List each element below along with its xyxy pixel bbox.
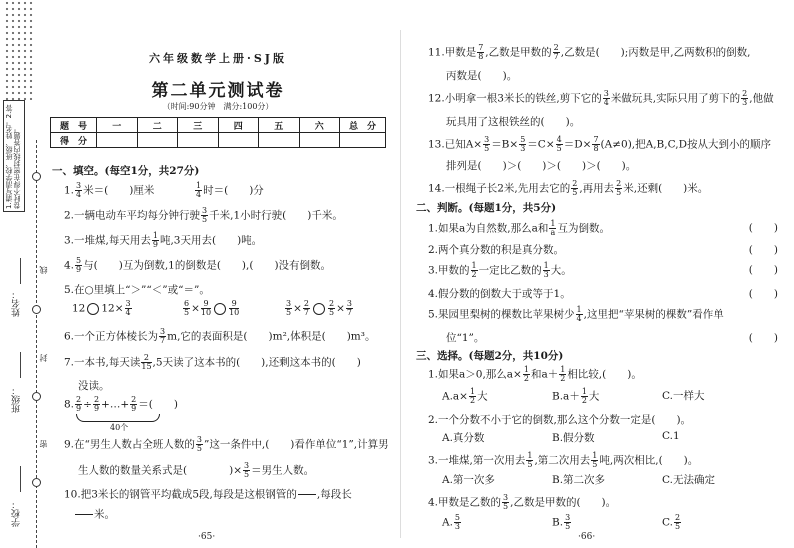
fraction: $\frac{1}{5}$ (527, 451, 533, 469)
fraction: $\frac{1}{a}$ (550, 219, 556, 237)
option-b[interactable] (552, 388, 599, 405)
option-b[interactable] (552, 514, 572, 531)
question-11 (428, 44, 750, 61)
section-heading-judge: 二、判断。(每题1分，共5分) (416, 202, 557, 214)
choice-question: 2.一个分数不小于它的倒数,那么这个分数一定是( )。 (428, 414, 692, 426)
q10-text: 10.把3米长的钢管平均截成5段,每段是这根钢管的 (64, 488, 297, 501)
q5-expr-1 (72, 300, 133, 317)
judge-item-line2 (446, 330, 784, 345)
judge-item (428, 262, 784, 279)
fraction: $\frac{3}{5}$ (484, 135, 490, 153)
judge-text: 2.两个真分数的积是真分数。 (428, 244, 565, 256)
q8-number: 8. (64, 398, 75, 411)
fraction: $\frac{3}{7}$ (160, 327, 166, 345)
q8-op: ÷ (83, 398, 92, 411)
fraction: $\frac{9}{10}$ (200, 299, 212, 317)
q4-number: 4. (64, 259, 75, 272)
q9-text: 9.在“男生人数占全班人数的 (64, 438, 195, 451)
judge-text: ,这里把“苹果树的棵数”看作单 (583, 308, 724, 321)
blank-fraction[interactable] (75, 506, 93, 523)
blank-fraction[interactable] (298, 486, 316, 503)
judge-item (428, 286, 784, 301)
q12-text: 12.小明拿一根3米长的铁丝,剪下它的 (428, 92, 602, 105)
option-text: B. (552, 516, 564, 529)
class-label: 班级： (12, 386, 22, 413)
compare-circle[interactable] (313, 303, 325, 315)
page-66 (412, 0, 790, 548)
fraction: $\frac{1}{9}$ (152, 231, 158, 249)
choice-question (428, 494, 616, 511)
question-1a (64, 182, 154, 199)
score-cell[interactable] (137, 133, 178, 148)
q13-term: ＝D× (563, 138, 592, 151)
fraction: $\frac{3}{4}$ (603, 89, 609, 107)
q2-text: 2.一辆电动车平均每分钟行驶 (64, 209, 201, 222)
fraction: $\frac{9}{10}$ (229, 299, 240, 317)
score-table-score-row (51, 133, 386, 148)
judge-text: 大。 (550, 264, 572, 277)
fraction: $\frac{1}{2}$ (560, 365, 566, 383)
fraction: $\frac{3}{5}$ (286, 299, 292, 317)
q9-line2 (78, 462, 314, 479)
fraction: $\frac{1}{2}$ (471, 261, 477, 279)
score-cell[interactable] (299, 133, 340, 148)
question-8 (64, 396, 178, 413)
q10-text-2: 米。 (94, 508, 115, 521)
score-cell[interactable] (259, 133, 300, 148)
option-text: 大 (477, 390, 488, 403)
judge-text: 互为倒数。 (557, 222, 610, 235)
dot-pattern (4, 0, 34, 100)
seal-circle (32, 172, 41, 181)
judge-answer-blank[interactable]: ( ) (748, 332, 778, 344)
question-10 (64, 486, 352, 503)
page-number: ·66· (578, 532, 596, 542)
q5-expr-2 (182, 300, 240, 317)
fraction: $\frac{5}{3}$ (520, 135, 526, 153)
q10-text-b: ,每段长 (316, 488, 352, 501)
fraction: $\frac{3}{5}$ (244, 461, 250, 479)
q13-text: 13.已知A× (428, 138, 483, 151)
q9-text-b: ”这一条件中,( )看作单位“1”,计算男 (203, 438, 389, 451)
judge-item (428, 306, 784, 323)
option-c[interactable]: C.无法确定 (662, 474, 715, 486)
judge-text: 4.假分数的倒数大于或等于1。 (428, 288, 571, 300)
fraction: $\frac{1}{3}$ (543, 261, 549, 279)
q11-line2: 丙数是( )。 (446, 70, 518, 82)
q13-term: (A≠0),把A,B,C,D按从大到小的顺序 (600, 138, 772, 151)
choice-stem: 4.甲数是乙数的 (428, 496, 502, 509)
q1-b-text: 时＝( )分 (203, 184, 264, 197)
fraction: $\frac{7}{8}$ (478, 43, 484, 61)
judge-text: 5.果园里梨树的棵数比苹果树少 (428, 308, 575, 321)
fraction: $\frac{2}{7}$ (553, 43, 559, 61)
fraction: $\frac{2}{9}$ (131, 395, 137, 413)
choice-stem: 和a＋ (530, 368, 559, 381)
judge-text: 3.甲数的 (428, 264, 470, 277)
fraction: $\frac{2}{5}$ (329, 299, 335, 317)
score-header-cell: 三 (178, 118, 219, 133)
underbrace (76, 414, 160, 422)
q14-text: 14.一根绳子长2米,先用去它的 (428, 182, 571, 195)
q14-text-post: 米,还剩( )米。 (623, 182, 709, 195)
fraction: $\frac{2}{5}$ (616, 179, 622, 197)
q2-text-post: 千米,1小时行驶( )千米。 (209, 209, 343, 222)
q6-text-post: m,它的表面积是( )m²,体积是( )m³。 (167, 330, 376, 343)
name-label: 姓名： (12, 290, 22, 317)
judge-answer-blank[interactable]: ( ) (748, 264, 778, 276)
choice-stem: 1.如果a＞0,那么a× (428, 368, 522, 381)
q6-text: 6.一个正方体棱长为 (64, 330, 159, 343)
fraction: $\frac{2}{15}$ (141, 353, 152, 371)
school-field[interactable] (20, 466, 21, 492)
score-header-cell: 总 分 (340, 118, 386, 133)
judge-item (428, 242, 784, 257)
question-9 (64, 436, 389, 453)
time-score-info: （时间:90分钟 满分:100分） (162, 102, 274, 111)
option-text: 大 (588, 390, 600, 403)
series-header: 六年级数学上册·SJ版 (149, 52, 287, 65)
option-b[interactable]: B.假分数 (552, 432, 595, 444)
option-text: B.a＋ (552, 390, 580, 403)
option-a[interactable] (442, 388, 488, 405)
fraction: $\frac{5}{9}$ (76, 256, 82, 274)
fraction: $\frac{3}{7}$ (346, 299, 352, 317)
fraction: $\frac{1}{4}$ (576, 305, 582, 323)
seal-char: 封 (39, 354, 48, 362)
fraction: $\frac{2}{7}$ (303, 299, 309, 317)
fraction: $\frac{1}{2}$ (581, 387, 587, 405)
fraction: $\frac{2}{9}$ (93, 395, 100, 413)
score-header-cell: 六 (299, 118, 340, 133)
option-c[interactable]: C.一样大 (662, 390, 705, 402)
fraction: $\frac{1}{2}$ (469, 387, 476, 405)
seal-char: 密 (39, 440, 48, 448)
question-5: 5.在○里填上“＞”“＜”或“＝”。 (64, 284, 210, 296)
question-7 (64, 354, 361, 371)
fraction: $\frac{3}{5}$ (565, 513, 571, 531)
fraction: $\frac{1}{5}$ (592, 451, 598, 469)
score-cell[interactable] (218, 133, 259, 148)
question-2 (64, 207, 343, 224)
question-13 (428, 136, 771, 153)
question-1b (194, 182, 264, 199)
fraction: $\frac{7}{8}$ (593, 135, 599, 153)
fraction: $\frac{2}{5}$ (572, 179, 578, 197)
q3-text: 3.一堆煤,每天用去 (64, 234, 151, 247)
option-a[interactable]: A.第一次多 (442, 474, 495, 486)
fraction: $\frac{3}{5}$ (503, 493, 509, 511)
choice-stem: ,乙数是甲数的( )。 (510, 496, 617, 509)
judge-answer-blank[interactable]: ( ) (748, 244, 778, 256)
q3-text-post: 吨,3天用去( )吨。 (159, 234, 263, 247)
score-header-cell: 题 号 (51, 118, 97, 133)
option-c[interactable] (662, 514, 682, 531)
q4-text: 与( )互为倒数,1的倒数是( ),( )没有倒数。 (83, 259, 332, 272)
q7-text: 7.一本书,每天读 (64, 356, 141, 369)
q5-term: × (336, 302, 345, 315)
q12-text-post: ,他做 (749, 92, 774, 105)
option-a[interactable]: A.真分数 (442, 432, 485, 444)
q5-term: 12× (101, 302, 124, 315)
binding-notice: 1.请写清学校、班级、姓名。2.答卷时不得在密封线内答题。 (3, 100, 25, 212)
option-a[interactable] (442, 514, 462, 531)
q11-text-post: ,乙数是( );丙数是甲,乙两数积的倒数, (560, 46, 751, 59)
judge-text: 1.如果a为自然数,那么a和 (428, 222, 549, 235)
fraction: $\frac{3}{4}$ (76, 181, 82, 199)
fraction: $\frac{2}{5}$ (675, 513, 681, 531)
q13-line2: 排列是( )＞( )＞( )＞( )。 (446, 160, 637, 172)
q11-text-mid: ,乙数是甲数的 (485, 46, 552, 59)
option-b[interactable]: B.第二次多 (552, 474, 606, 486)
q8-count-label: 40个 (110, 423, 129, 432)
q5-expr-3 (284, 300, 354, 317)
binding-strip (0, 0, 46, 548)
choice-stem: 吨,两次相比,( )。 (599, 454, 699, 467)
page-divider (400, 30, 401, 538)
name-field[interactable] (20, 258, 21, 284)
q1-a-text: 米＝( )厘米 (83, 184, 155, 197)
question-4 (64, 257, 331, 274)
score-header-cell: 一 (97, 118, 138, 133)
choice-stem: ,第二次用去 (534, 454, 591, 467)
question-3 (64, 232, 262, 249)
question-14 (428, 180, 708, 197)
q7-text-post: ,5天读了这本书的( ),还剩这本书的( ) (152, 356, 361, 369)
page-title: 第二单元测试卷 (151, 81, 285, 101)
score-table (50, 117, 386, 148)
question-12 (428, 90, 774, 107)
fraction: $\frac{4}{5}$ (556, 135, 562, 153)
q5-term: 12 (72, 302, 86, 315)
q8-op: +…+ (101, 398, 130, 411)
q14-text-mid: ,再用去 (579, 182, 615, 195)
option-c[interactable]: C.1 (662, 430, 680, 442)
q9-text-2b: ＝男生人数。 (251, 464, 315, 477)
fraction: $\frac{5}{3}$ (454, 513, 461, 531)
choice-stem: 3.一堆煤,第一次用去 (428, 454, 526, 467)
q5-term: × (191, 302, 200, 315)
fraction: $\frac{3}{5}$ (202, 206, 208, 224)
judge-text: 一定比乙数的 (478, 264, 542, 277)
q5-term: × (293, 302, 302, 315)
compare-circle[interactable] (214, 303, 226, 315)
score-cell[interactable] (97, 133, 138, 148)
class-field[interactable] (20, 352, 21, 378)
q7-line2: 没读。 (78, 380, 110, 392)
seal-char: 线 (39, 266, 48, 274)
score-header-cell: 五 (259, 118, 300, 133)
fraction: $\frac{6}{5}$ (184, 299, 190, 317)
score-header-cell: 四 (218, 118, 259, 133)
page-65 (48, 0, 388, 548)
q10-line2 (74, 506, 115, 523)
school-label: 学校： (12, 500, 22, 527)
seal-circle (32, 478, 41, 487)
q13-term: ＝B× (491, 138, 519, 151)
section-heading-fill: 一、填空。(每空1分，共27分) (52, 165, 200, 177)
judge-answer-blank[interactable]: ( ) (748, 222, 778, 234)
score-cell[interactable] (178, 133, 219, 148)
judge-item (428, 220, 784, 237)
page-number: ·65· (198, 532, 216, 542)
option-text: A.a× (442, 390, 468, 403)
q13-term: ＝C× (527, 138, 555, 151)
fraction: $\frac{3}{5}$ (196, 435, 202, 453)
fraction: $\frac{3}{4}$ (125, 299, 131, 317)
judge-text: 位“1”。 (446, 332, 485, 344)
q12-text-mid: 米做玩具,实际只用了剪下的 (610, 92, 741, 105)
fraction: $\frac{1}{2}$ (523, 365, 529, 383)
q8-text: ＝( ) (138, 398, 178, 411)
score-header-cell: 二 (137, 118, 178, 133)
fraction: $\frac{2}{3}$ (742, 89, 748, 107)
choice-question (428, 452, 698, 469)
option-text: C. (662, 516, 673, 529)
seal-circle (32, 392, 41, 401)
question-6 (64, 328, 375, 345)
option-text: A. (442, 516, 453, 529)
choice-question (428, 366, 642, 383)
seal-circle (32, 305, 41, 314)
fraction: $\frac{2}{9}$ (76, 395, 82, 413)
q11-text: 11.甲数是 (428, 46, 477, 59)
q12-line2: 玩具用了这根铁丝的( )。 (446, 116, 581, 128)
score-table-header-row (51, 118, 386, 133)
compare-circle[interactable] (87, 303, 99, 315)
score-cell[interactable] (340, 133, 386, 148)
q9-text-2: 生人数的数量关系式是( )× (78, 464, 242, 477)
q1-number: 1. (64, 184, 75, 197)
section-heading-choice: 三、选择。(每题2分，共10分) (416, 350, 564, 362)
fraction: $\frac{1}{4}$ (196, 181, 202, 199)
judge-answer-blank[interactable]: ( ) (748, 288, 778, 300)
choice-stem: 相比较,( )。 (567, 368, 642, 381)
score-row-label: 得 分 (51, 133, 97, 148)
